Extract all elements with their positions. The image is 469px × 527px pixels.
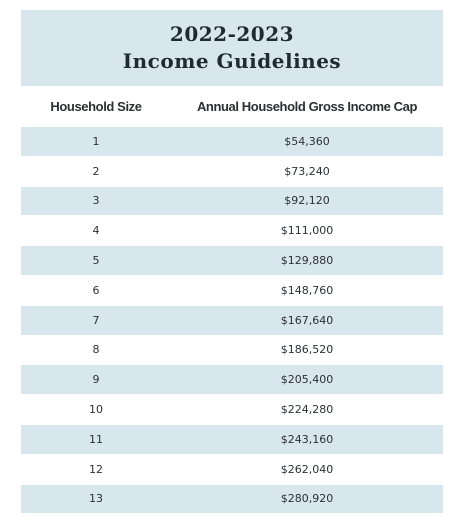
table-row [21,484,443,514]
income-cap-cell: $111,000 [280,224,334,238]
household-size-cell: 11 [89,432,103,446]
income-cap-cell: $186,520 [280,343,334,357]
income-cap-cell: $243,160 [280,432,334,446]
table-body [21,126,443,513]
table-row [21,275,443,305]
income-table [21,86,443,513]
household-size-cell: 1 [92,134,100,148]
table-row [21,454,443,484]
table-row [21,305,443,335]
household-size-cell: 12 [89,462,103,476]
household-size-cell: 6 [92,283,100,297]
table-row [21,364,443,394]
table-header-row [21,86,443,126]
table-row [21,186,443,216]
income-cap-cell: $148,760 [280,283,334,297]
table-row [21,424,443,454]
household-size-cell: 8 [92,343,100,357]
header-household-size: Household Size [50,98,142,114]
table-row [21,335,443,365]
header-income-cap: Annual Household Gross Income Cap [196,98,418,114]
household-size-cell: 5 [92,254,100,268]
income-cap-cell: $262,040 [280,462,334,476]
table-row [21,126,443,156]
income-cap-cell: $167,640 [280,313,334,327]
household-size-cell: 7 [92,313,100,327]
income-cap-cell: $92,120 [284,194,330,208]
title-block [21,10,443,86]
table-row [21,245,443,275]
income-cap-cell: $54,360 [284,134,330,148]
table-row [21,156,443,186]
household-size-cell: 10 [89,403,103,417]
income-cap-cell: $129,880 [280,254,334,268]
income-cap-cell: $73,240 [284,164,330,178]
household-size-cell: 4 [92,224,100,238]
title-year: 2022-2023 [169,22,295,46]
table-row [21,215,443,245]
income-cap-cell: $224,280 [280,403,334,417]
title-heading: Income Guidelines [122,49,342,73]
household-size-cell: 13 [89,492,103,506]
table-row [21,394,443,424]
household-size-cell: 9 [92,373,100,387]
household-size-cell: 3 [92,194,100,208]
household-size-cell: 2 [92,164,100,178]
income-cap-cell: $280,920 [280,492,334,506]
income-cap-cell: $205,400 [280,373,334,387]
income-guidelines-document [21,10,443,513]
